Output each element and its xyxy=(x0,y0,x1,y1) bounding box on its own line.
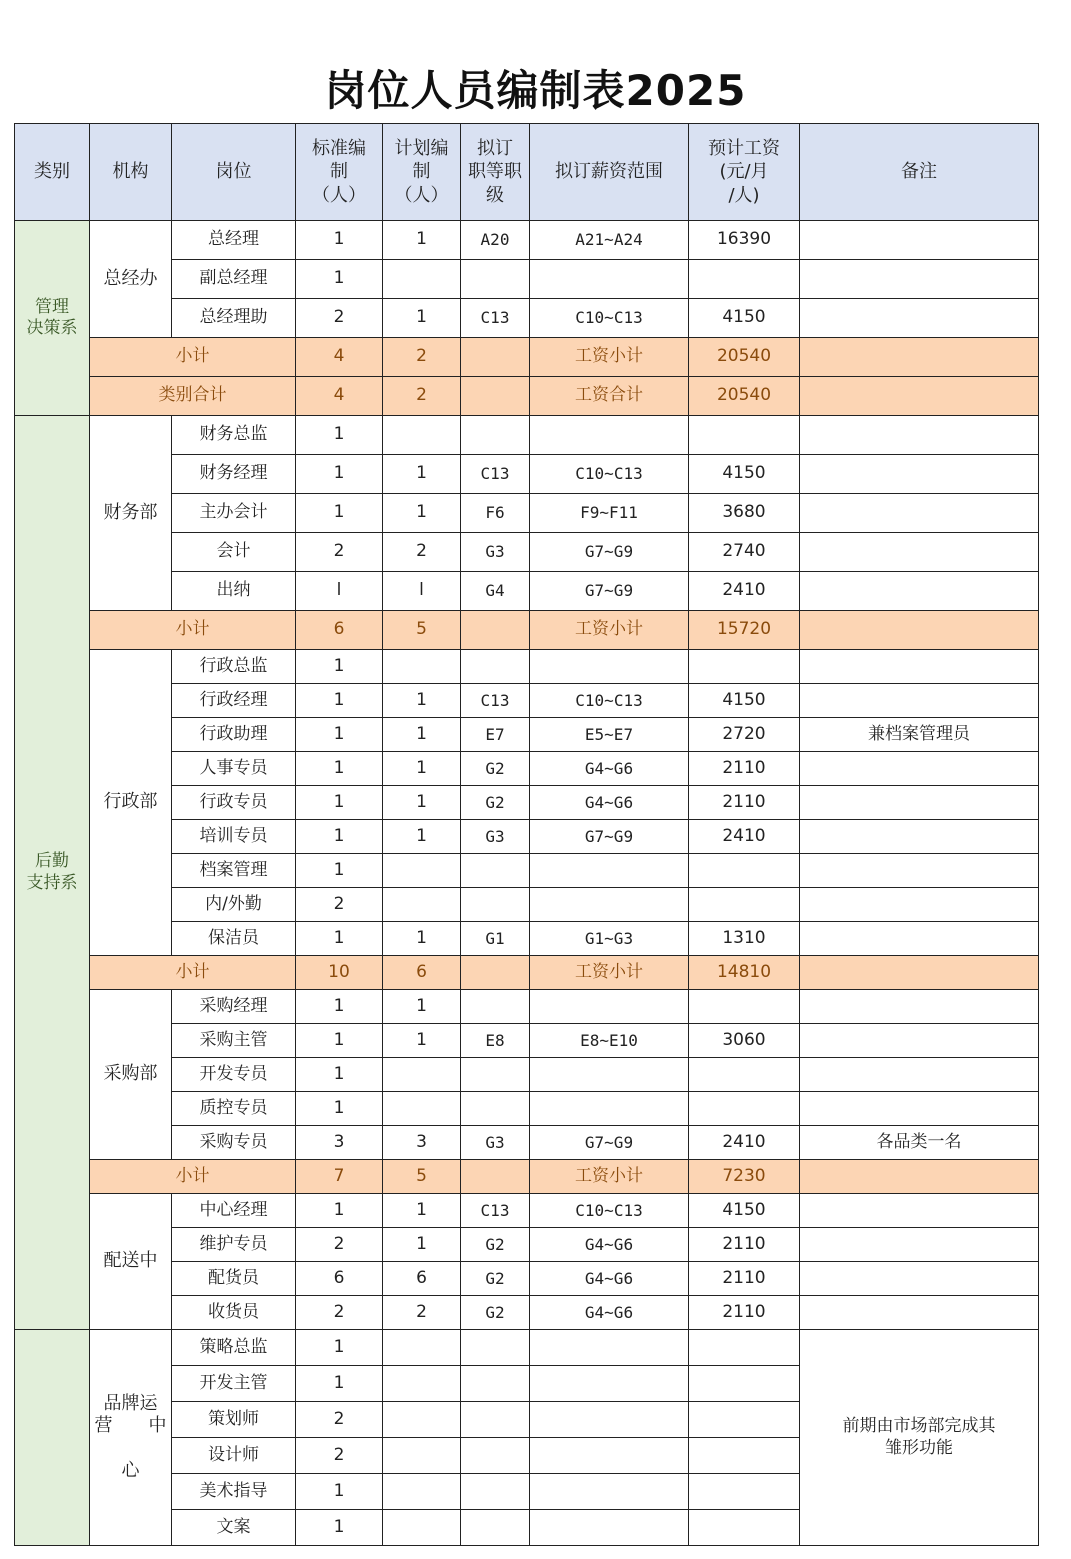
subtotal-wage-label: 工资小计 xyxy=(530,1160,689,1194)
org-admin: 行政部 xyxy=(90,650,172,956)
cell-plan: 1 xyxy=(383,752,461,786)
cell-position: 出纳 xyxy=(172,572,296,611)
cell-plan: 2 xyxy=(383,533,461,572)
subtotal-plan: 5 xyxy=(383,611,461,650)
header-std: 标准编 制 （人） xyxy=(296,124,383,221)
cell-plan: 1 xyxy=(383,922,461,956)
subtotal-wage: 20540 xyxy=(689,338,800,377)
cell-salary: 3060 xyxy=(689,1024,800,1058)
cell-grade: G1 xyxy=(461,922,530,956)
cell-plan xyxy=(383,1058,461,1092)
cell-salary: 4150 xyxy=(689,684,800,718)
cell-plan xyxy=(383,416,461,455)
cell-std: 1 xyxy=(296,718,383,752)
cell-position: 内/外勤 xyxy=(172,888,296,922)
cell-std: 1 xyxy=(296,752,383,786)
subtotal-wage-label: 工资小计 xyxy=(530,338,689,377)
cell-range xyxy=(530,888,689,922)
cell-salary xyxy=(689,1058,800,1092)
cell-std: 2 xyxy=(296,1438,383,1474)
cell-note xyxy=(800,1262,1039,1296)
cell-plan: 1 xyxy=(383,718,461,752)
cell-grade xyxy=(461,416,530,455)
cell-plan xyxy=(383,1474,461,1510)
cell-std: 1 xyxy=(296,1092,383,1126)
subtotal-empty xyxy=(461,338,530,377)
cell-position: 收货员 xyxy=(172,1296,296,1330)
cell-grade: G2 xyxy=(461,1296,530,1330)
cell-grade: G3 xyxy=(461,820,530,854)
cell-note xyxy=(800,1092,1039,1126)
cell-range: E8~E10 xyxy=(530,1024,689,1058)
subtotal-label: 小计 xyxy=(90,956,296,990)
cell-note xyxy=(800,786,1039,820)
cell-plan: 1 xyxy=(383,1194,461,1228)
cell-std: 1 xyxy=(296,455,383,494)
cell-std: 1 xyxy=(296,1510,383,1546)
cell-note xyxy=(800,1058,1039,1092)
cell-salary xyxy=(689,650,800,684)
cell-note xyxy=(800,888,1039,922)
cell-std: 1 xyxy=(296,416,383,455)
cell-grade xyxy=(461,1092,530,1126)
cell-salary xyxy=(689,1474,800,1510)
cell-range: G4~G6 xyxy=(530,1296,689,1330)
cell-std: 1 xyxy=(296,1194,383,1228)
cell-grade xyxy=(461,854,530,888)
cell-range: G1~G3 xyxy=(530,922,689,956)
cell-plan: 1 xyxy=(383,455,461,494)
cell-position: 行政专员 xyxy=(172,786,296,820)
cell-grade xyxy=(461,650,530,684)
header-position: 岗位 xyxy=(172,124,296,221)
org-brand: 品牌运 营 中 心 xyxy=(90,1330,172,1546)
cell-std: 2 xyxy=(296,1402,383,1438)
header-plan: 计划编 制 （人） xyxy=(383,124,461,221)
cell-position: 设计师 xyxy=(172,1438,296,1474)
cell-salary xyxy=(689,1510,800,1546)
cell-note xyxy=(800,820,1039,854)
cell-range xyxy=(530,1330,689,1366)
cell-plan xyxy=(383,650,461,684)
page-title: 岗位人员编制表2025 xyxy=(324,66,747,115)
subtotal-std: 7 xyxy=(296,1160,383,1194)
cell-grade xyxy=(461,1510,530,1546)
cell-std: 1 xyxy=(296,1474,383,1510)
cell-plan xyxy=(383,1366,461,1402)
cell-note xyxy=(800,854,1039,888)
subtotal-wage-label: 工资小计 xyxy=(530,611,689,650)
subtotal-row xyxy=(15,956,1039,990)
org-gm-office: 总经办 xyxy=(90,221,172,338)
cell-range xyxy=(530,416,689,455)
cell-note: 兼档案管理员 xyxy=(800,718,1039,752)
category-total-label: 类别合计 xyxy=(90,377,296,416)
cell-range: G4~G6 xyxy=(530,1228,689,1262)
cell-range: A21~A24 xyxy=(530,221,689,260)
cell-range: G7~G9 xyxy=(530,533,689,572)
cell-std: l xyxy=(296,572,383,611)
cell-grade xyxy=(461,260,530,299)
table-row xyxy=(15,1194,1039,1228)
cell-salary xyxy=(689,260,800,299)
cell-grade xyxy=(461,1366,530,1402)
cell-std: 1 xyxy=(296,494,383,533)
cell-grade: F6 xyxy=(461,494,530,533)
org-finance: 财务部 xyxy=(90,416,172,611)
cell-range: C10~C13 xyxy=(530,299,689,338)
cell-position: 策略总监 xyxy=(172,1330,296,1366)
cell-plan xyxy=(383,260,461,299)
cell-plan: 1 xyxy=(383,786,461,820)
cell-plan: 1 xyxy=(383,684,461,718)
cell-plan xyxy=(383,888,461,922)
cell-position: 总经理助 xyxy=(172,299,296,338)
cell-position: 质控专员 xyxy=(172,1092,296,1126)
cell-range: E5~E7 xyxy=(530,718,689,752)
cell-grade xyxy=(461,1438,530,1474)
header-range: 拟订薪资范围 xyxy=(530,124,689,221)
cell-grade: A20 xyxy=(461,221,530,260)
category-brand xyxy=(15,1330,90,1546)
table-row xyxy=(15,221,1039,260)
cell-grade: G3 xyxy=(461,1126,530,1160)
table-row xyxy=(15,650,1039,684)
cell-position: 会计 xyxy=(172,533,296,572)
cell-position: 行政助理 xyxy=(172,718,296,752)
cell-position: 行政经理 xyxy=(172,684,296,718)
cell-range: G4~G6 xyxy=(530,786,689,820)
cell-plan: 6 xyxy=(383,1262,461,1296)
cell-range: G7~G9 xyxy=(530,1126,689,1160)
subtotal-row xyxy=(15,338,1039,377)
cell-position: 文案 xyxy=(172,1510,296,1546)
subtotal-plan: 6 xyxy=(383,956,461,990)
subtotal-label: 小计 xyxy=(90,611,296,650)
cell-salary: 2410 xyxy=(689,572,800,611)
cell-grade: C13 xyxy=(461,455,530,494)
cell-grade: C13 xyxy=(461,684,530,718)
cell-std: 1 xyxy=(296,1366,383,1402)
category-support: 后勤 支持系 xyxy=(15,416,90,1330)
cell-note xyxy=(800,1296,1039,1330)
cell-range xyxy=(530,1402,689,1438)
subtotal-wage: 15720 xyxy=(689,611,800,650)
cell-plan: l xyxy=(383,572,461,611)
header-salary: 预计工资 (元/月 /人) xyxy=(689,124,800,221)
subtotal-row xyxy=(15,611,1039,650)
cell-salary xyxy=(689,888,800,922)
cell-grade: E7 xyxy=(461,718,530,752)
cell-salary: 2410 xyxy=(689,1126,800,1160)
header-category: 类别 xyxy=(15,124,90,221)
header-grade: 拟订 职等职 级 xyxy=(461,124,530,221)
cell-salary: 2720 xyxy=(689,718,800,752)
subtotal-plan: 2 xyxy=(383,338,461,377)
subtotal-empty xyxy=(461,956,530,990)
cell-salary xyxy=(689,990,800,1024)
cell-plan xyxy=(383,1092,461,1126)
cell-range xyxy=(530,854,689,888)
cell-std: 2 xyxy=(296,533,383,572)
cell-salary xyxy=(689,1330,800,1366)
org-purchase: 采购部 xyxy=(90,990,172,1160)
cell-note xyxy=(800,1194,1039,1228)
subtotal-label: 小计 xyxy=(90,1160,296,1194)
cell-position: 开发主管 xyxy=(172,1366,296,1402)
cell-grade xyxy=(461,1474,530,1510)
cell-salary: 2410 xyxy=(689,820,800,854)
cell-range: C10~C13 xyxy=(530,684,689,718)
category-total-wage-label: 工资合计 xyxy=(530,377,689,416)
subtotal-note xyxy=(800,338,1039,377)
cell-plan: 2 xyxy=(383,1296,461,1330)
cell-note: 各品类一名 xyxy=(800,1126,1039,1160)
cell-range xyxy=(530,1438,689,1474)
cell-range: C10~C13 xyxy=(530,1194,689,1228)
cell-grade: G2 xyxy=(461,1228,530,1262)
cell-position: 中心经理 xyxy=(172,1194,296,1228)
cell-position: 开发专员 xyxy=(172,1058,296,1092)
cell-salary: 2110 xyxy=(689,752,800,786)
subtotal-wage-label: 工资小计 xyxy=(530,956,689,990)
subtotal-note xyxy=(800,956,1039,990)
cell-std: 1 xyxy=(296,922,383,956)
cell-grade xyxy=(461,1402,530,1438)
cell-range: G4~G6 xyxy=(530,1262,689,1296)
cell-note xyxy=(800,650,1039,684)
cell-std: 6 xyxy=(296,1262,383,1296)
cell-plan: 1 xyxy=(383,1228,461,1262)
subtotal-note xyxy=(800,611,1039,650)
cell-grade: G4 xyxy=(461,572,530,611)
cell-note xyxy=(800,684,1039,718)
header-row xyxy=(15,124,1039,221)
cell-grade: G3 xyxy=(461,533,530,572)
cell-note xyxy=(800,1024,1039,1058)
cell-position: 培训专员 xyxy=(172,820,296,854)
cell-salary xyxy=(689,1366,800,1402)
cell-salary: 1310 xyxy=(689,922,800,956)
cell-range xyxy=(530,260,689,299)
cell-salary xyxy=(689,1438,800,1474)
category-total-empty xyxy=(461,377,530,416)
cell-grade: G2 xyxy=(461,752,530,786)
cell-salary xyxy=(689,1402,800,1438)
cell-range xyxy=(530,1474,689,1510)
org-distribution: 配送中 xyxy=(90,1194,172,1330)
cell-salary xyxy=(689,1092,800,1126)
cell-note xyxy=(800,455,1039,494)
category-mgmt: 管理 决策系 xyxy=(15,221,90,416)
staffing-table xyxy=(14,123,1039,1546)
cell-range: G4~G6 xyxy=(530,752,689,786)
cell-range xyxy=(530,1366,689,1402)
cell-salary xyxy=(689,416,800,455)
cell-plan: 1 xyxy=(383,221,461,260)
cell-note xyxy=(800,299,1039,338)
cell-salary: 2110 xyxy=(689,786,800,820)
cell-salary xyxy=(689,854,800,888)
cell-note xyxy=(800,533,1039,572)
cell-position: 档案管理 xyxy=(172,854,296,888)
cell-range xyxy=(530,990,689,1024)
cell-range: C10~C13 xyxy=(530,455,689,494)
cell-std: 1 xyxy=(296,820,383,854)
cell-grade xyxy=(461,990,530,1024)
cell-std: 2 xyxy=(296,1228,383,1262)
cell-std: 1 xyxy=(296,1024,383,1058)
subtotal-label: 小计 xyxy=(90,338,296,377)
cell-std: 1 xyxy=(296,221,383,260)
cell-plan: 1 xyxy=(383,299,461,338)
cell-std: 1 xyxy=(296,650,383,684)
subtotal-wage: 7230 xyxy=(689,1160,800,1194)
cell-salary: 2110 xyxy=(689,1296,800,1330)
cell-position: 采购专员 xyxy=(172,1126,296,1160)
cell-salary: 2740 xyxy=(689,533,800,572)
category-total-plan: 2 xyxy=(383,377,461,416)
category-total-row xyxy=(15,377,1039,416)
cell-grade xyxy=(461,1330,530,1366)
subtotal-empty xyxy=(461,1160,530,1194)
cell-plan: 1 xyxy=(383,494,461,533)
cell-range xyxy=(530,1092,689,1126)
cell-note xyxy=(800,572,1039,611)
cell-position: 采购主管 xyxy=(172,1024,296,1058)
cell-salary: 4150 xyxy=(689,455,800,494)
cell-position: 保洁员 xyxy=(172,922,296,956)
category-total-note xyxy=(800,377,1039,416)
cell-grade xyxy=(461,1058,530,1092)
subtotal-row xyxy=(15,1160,1039,1194)
header-note: 备注 xyxy=(800,124,1039,221)
cell-note xyxy=(800,416,1039,455)
brand-note: 前期由市场部完成其 雏形功能 xyxy=(800,1330,1039,1546)
cell-plan: 1 xyxy=(383,1024,461,1058)
cell-salary: 2110 xyxy=(689,1262,800,1296)
cell-note xyxy=(800,752,1039,786)
subtotal-empty xyxy=(461,611,530,650)
cell-position: 策划师 xyxy=(172,1402,296,1438)
subtotal-std: 10 xyxy=(296,956,383,990)
header-org: 机构 xyxy=(90,124,172,221)
cell-position: 美术指导 xyxy=(172,1474,296,1510)
cell-plan: 3 xyxy=(383,1126,461,1160)
table-row xyxy=(15,416,1039,455)
subtotal-wage: 14810 xyxy=(689,956,800,990)
cell-range xyxy=(530,650,689,684)
table-row xyxy=(15,1330,1039,1366)
cell-std: 1 xyxy=(296,684,383,718)
cell-range: F9~F11 xyxy=(530,494,689,533)
cell-grade: C13 xyxy=(461,1194,530,1228)
cell-note xyxy=(800,922,1039,956)
cell-std: 3 xyxy=(296,1126,383,1160)
category-total-wage: 20540 xyxy=(689,377,800,416)
cell-salary: 4150 xyxy=(689,299,800,338)
cell-note xyxy=(800,260,1039,299)
cell-note xyxy=(800,494,1039,533)
cell-position: 行政总监 xyxy=(172,650,296,684)
cell-plan xyxy=(383,1330,461,1366)
cell-std: 2 xyxy=(296,299,383,338)
cell-position: 总经理 xyxy=(172,221,296,260)
subtotal-plan: 5 xyxy=(383,1160,461,1194)
cell-std: 1 xyxy=(296,260,383,299)
cell-std: 1 xyxy=(296,786,383,820)
cell-position: 财务总监 xyxy=(172,416,296,455)
cell-std: 2 xyxy=(296,1296,383,1330)
cell-plan xyxy=(383,1510,461,1546)
cell-position: 财务经理 xyxy=(172,455,296,494)
cell-plan: 1 xyxy=(383,990,461,1024)
cell-std: 1 xyxy=(296,1058,383,1092)
subtotal-note xyxy=(800,1160,1039,1194)
cell-grade: E8 xyxy=(461,1024,530,1058)
cell-position: 维护专员 xyxy=(172,1228,296,1262)
cell-std: 1 xyxy=(296,990,383,1024)
cell-note xyxy=(800,1228,1039,1262)
cell-plan xyxy=(383,854,461,888)
cell-plan xyxy=(383,1438,461,1474)
cell-position: 采购经理 xyxy=(172,990,296,1024)
cell-plan xyxy=(383,1402,461,1438)
cell-std: 1 xyxy=(296,1330,383,1366)
cell-plan: 1 xyxy=(383,820,461,854)
cell-note xyxy=(800,990,1039,1024)
cell-grade: C13 xyxy=(461,299,530,338)
cell-grade: G2 xyxy=(461,786,530,820)
cell-salary: 4150 xyxy=(689,1194,800,1228)
subtotal-std: 6 xyxy=(296,611,383,650)
category-total-std: 4 xyxy=(296,377,383,416)
subtotal-std: 4 xyxy=(296,338,383,377)
cell-note xyxy=(800,221,1039,260)
cell-range xyxy=(530,1510,689,1546)
cell-range xyxy=(530,1058,689,1092)
cell-position: 人事专员 xyxy=(172,752,296,786)
cell-salary: 16390 xyxy=(689,221,800,260)
cell-position: 配货员 xyxy=(172,1262,296,1296)
cell-std: 1 xyxy=(296,854,383,888)
cell-grade: G2 xyxy=(461,1262,530,1296)
cell-range: G7~G9 xyxy=(530,820,689,854)
cell-position: 副总经理 xyxy=(172,260,296,299)
cell-salary: 2110 xyxy=(689,1228,800,1262)
cell-position: 主办会计 xyxy=(172,494,296,533)
table-row xyxy=(15,990,1039,1024)
cell-range: G7~G9 xyxy=(530,572,689,611)
cell-grade xyxy=(461,888,530,922)
cell-std: 2 xyxy=(296,888,383,922)
cell-salary: 3680 xyxy=(689,494,800,533)
